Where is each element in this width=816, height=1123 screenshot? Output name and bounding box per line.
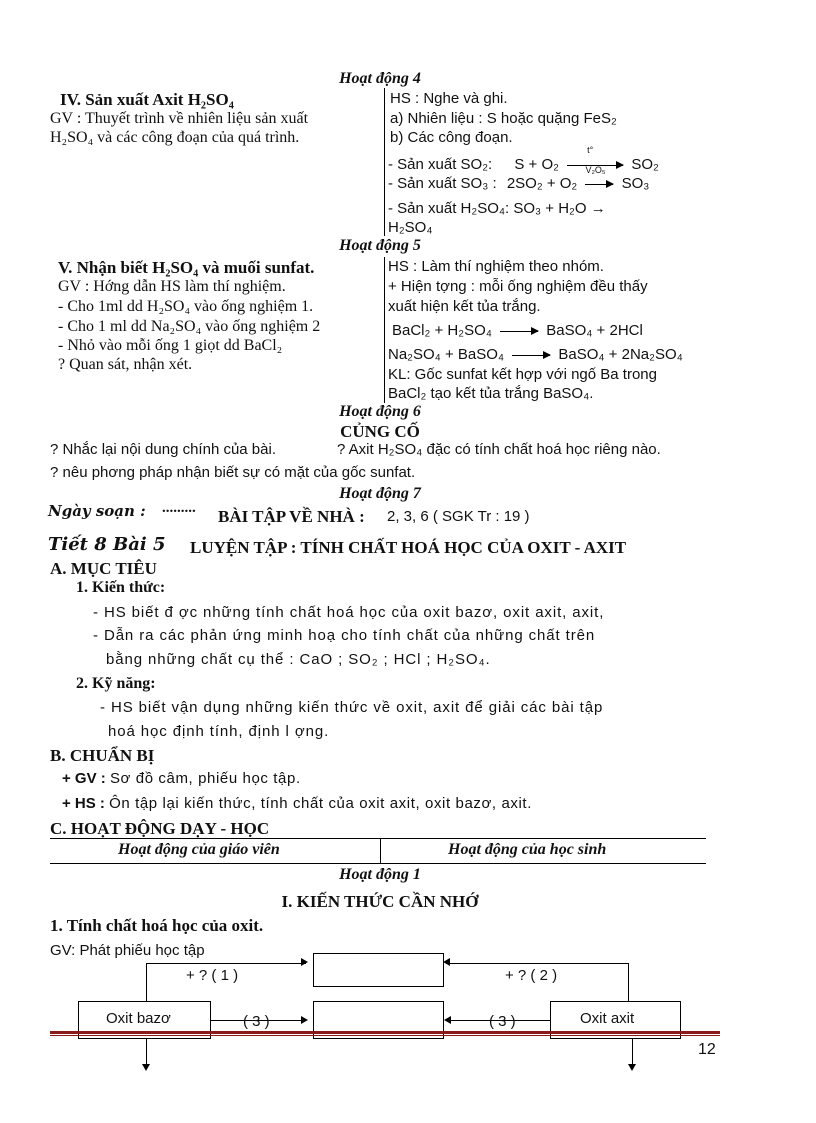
act5-left-line: ? Quan sát, nhận xét. <box>58 356 193 373</box>
label-3-right: ( 3 ) <box>489 1013 516 1030</box>
b-gv-text: Sơ đồ câm, phiếu học tập. <box>109 770 301 787</box>
a2-title: 2. Kỹ năng: <box>76 675 156 692</box>
b-hs-line <box>62 795 532 812</box>
label-q2: + ? ( 2 ) <box>505 967 558 984</box>
act6-title: CỦNG CỐ <box>340 422 420 441</box>
act1-gv-line: GV: Phát phiếu học tập <box>50 942 205 959</box>
act5-heading: Hoạt động 5 <box>339 237 421 254</box>
eq-label: - Sản xuất SO₃ : <box>388 175 497 192</box>
table-divider <box>380 838 381 863</box>
b-gv-label: + GV : <box>62 770 106 787</box>
act4-right-line: b) Các công đoạn. <box>390 129 513 146</box>
lesson-tag: Tiết 8 Bài 5 <box>48 534 166 555</box>
act4-right-line: a) Nhiên liệu : S hoặc quặng FeS₂ <box>390 110 617 127</box>
eq-bacl2 <box>392 322 643 339</box>
act5-right-line: xuất hiện kết tủa trắng. <box>388 298 541 315</box>
lesson-title: LUYỆN TẬP : TÍNH CHẤT HOÁ HỌC CỦA OXIT - AXIT <box>190 538 627 557</box>
eq-so3 <box>388 165 650 192</box>
eq-right: SO₂ <box>631 156 659 173</box>
act5-right-line: BaCl₂ tạo kết tủa trắng BaSO₄. <box>388 385 594 402</box>
page-number: 12 <box>698 1041 716 1058</box>
box-oxit-axit-label: Oxit axit <box>580 1010 635 1027</box>
act5-left-line: - Cho 1 ml dd Na₂SO₄ vào ống nghiệm 2 <box>58 318 321 335</box>
act6-question: ? Axit H₂SO₄ đặc có tính chất hoá học riêng nào. <box>337 441 661 458</box>
act1-title: I. KIẾN THỨC CẦN NHỚ <box>281 892 479 911</box>
eq-right: BaSO₄ + 2Na₂SO₄ <box>558 346 683 363</box>
act5-right-line: + Hiện tợng : mỗi ống nghiệm đều thấy <box>388 278 648 295</box>
act5-left-line: - Cho 1ml dd H₂SO₄ vào ống nghiệm 1. <box>58 298 314 315</box>
a2-line: hoá học định tính, định l ợng. <box>108 723 330 740</box>
connector-line <box>632 1039 633 1067</box>
connector-line <box>146 963 306 964</box>
label-3-left: ( 3 ) <box>243 1013 270 1030</box>
reaction-arrow-icon <box>585 184 613 185</box>
act4-left-title: IV. Sản xuất Axit H₂SO₄ <box>60 90 234 109</box>
act5-right-line: KL: Gốc sunfat kết hợp với ngố Ba trong <box>388 366 657 383</box>
reaction-arrow-icon <box>500 331 538 332</box>
b-gv-line <box>62 770 301 787</box>
homework-label: BÀI TẬP VỀ NHÀ : <box>218 507 365 526</box>
eq-left: BaCl₂ + H₂SO₄ <box>392 322 492 339</box>
act4-left-line: GV : Thuyết trình về nhiên liệu sản xuất <box>50 110 309 127</box>
arrow-head-icon <box>444 1016 451 1024</box>
box-oxit-bazo-label: Oxit bazơ <box>106 1010 171 1027</box>
section-b-title: B. CHUẨN BỊ <box>50 746 155 765</box>
arrow-head-icon <box>301 958 308 966</box>
connector-line <box>450 963 628 964</box>
act6-heading: Hoạt động 6 <box>339 403 421 420</box>
act4-right-line: - Sản xuất H₂SO₄: SO₃ + H₂O → <box>388 200 606 217</box>
date-label: Ngày soạn : <box>48 502 146 520</box>
eq-right: SO₃ <box>621 175 650 192</box>
section-a-title: A. MỤC TIÊU <box>50 559 157 578</box>
act4-right-line: H₂SO₄ <box>388 219 433 236</box>
column-divider <box>384 88 385 236</box>
date-dots: ......... <box>162 500 196 516</box>
eq-label: - Sản xuất SO₂: <box>388 156 493 173</box>
footer-rule-thin <box>50 1035 720 1036</box>
act5-left-title: V. Nhận biết H₂SO₄ và muối sunfat. <box>58 258 315 277</box>
eq-condition: t° <box>587 145 594 155</box>
eq-left: S + O₂ <box>514 156 559 173</box>
reaction-arrow-icon <box>512 355 550 356</box>
arrow-head-icon <box>443 958 450 966</box>
eq-left: 2SO₂ + O₂ <box>506 175 578 192</box>
act1-heading: Hoạt động 1 <box>339 866 421 883</box>
act5-left-line: - Nhỏ vào mỗi ống 1 giọt dd BaCl₂ <box>58 337 283 354</box>
col-student-header: Hoạt động của học sinh <box>448 841 607 858</box>
table-rule <box>50 838 706 839</box>
connector-line <box>146 1039 147 1067</box>
eq-left: Na₂SO₄ + BaSO₄ <box>388 346 505 363</box>
act5-right-line: HS : Làm thí nghiệm theo nhóm. <box>388 258 604 275</box>
eq-right: BaSO₄ + 2HCl <box>546 322 643 339</box>
blank-box-top <box>313 953 444 987</box>
a1-title: 1. Kiến thức: <box>76 579 166 596</box>
a1-line: - HS biết đ ợc những tính chất hoá học của oxit bazơ, oxit axit, axit, <box>93 604 605 621</box>
column-divider <box>384 257 385 403</box>
a1-line: bằng những chất cụ thể : CaO ; SO₂ ; HCl ; H₂SO₄. <box>106 651 491 668</box>
eq-so2 <box>388 145 659 173</box>
act4-right-line: HS : Nghe và ghi. <box>390 90 508 107</box>
act1-subtitle: 1. Tính chất hoá học của oxit. <box>50 916 264 935</box>
table-rule <box>50 863 706 864</box>
eq-na2so4 <box>388 346 683 363</box>
b-hs-label: + HS : <box>62 795 105 812</box>
act6-question: ? nêu phơng pháp nhận biết sự có mặt của gốc sunfat. <box>50 464 416 481</box>
a2-line: - HS biết vận dụng những kiến thức về oxit, axit để giải các bài tập <box>100 699 604 716</box>
act4-left-line: H₂SO₄ và các công đoạn của quá trình. <box>50 129 300 146</box>
arrow-head-icon <box>628 1064 636 1071</box>
homework-text: 2, 3, 6 ( SGK Tr : 19 ) <box>387 508 530 525</box>
connector-line <box>628 963 629 1001</box>
act4-heading: Hoạt động 4 <box>339 70 421 87</box>
label-q1: + ? ( 1 ) <box>186 967 239 984</box>
footer-rule <box>50 1031 720 1034</box>
eq-condition: V₂O₅ <box>585 165 606 175</box>
section-c-title: C. HOẠT ĐỘNG DẠY - HỌC <box>50 819 270 838</box>
a1-line: - Dẫn ra các phản ứng minh hoạ cho tính chất của những chất trên <box>93 627 596 644</box>
connector-line <box>146 963 147 1001</box>
act7-heading: Hoạt động 7 <box>339 485 421 502</box>
b-hs-text: Ôn tập lại kiến thức, tính chất của oxit axit, oxit bazơ, axit. <box>109 795 532 812</box>
act6-question: ? Nhắc lại nội dung chính của bài. <box>50 441 276 458</box>
col-teacher-header: Hoạt động của giáo viên <box>118 841 280 858</box>
act5-left-line: GV : Hớng dẫn HS làm thí nghiệm. <box>58 278 286 295</box>
arrow-head-icon <box>142 1064 150 1071</box>
arrow-head-icon <box>301 1016 308 1024</box>
